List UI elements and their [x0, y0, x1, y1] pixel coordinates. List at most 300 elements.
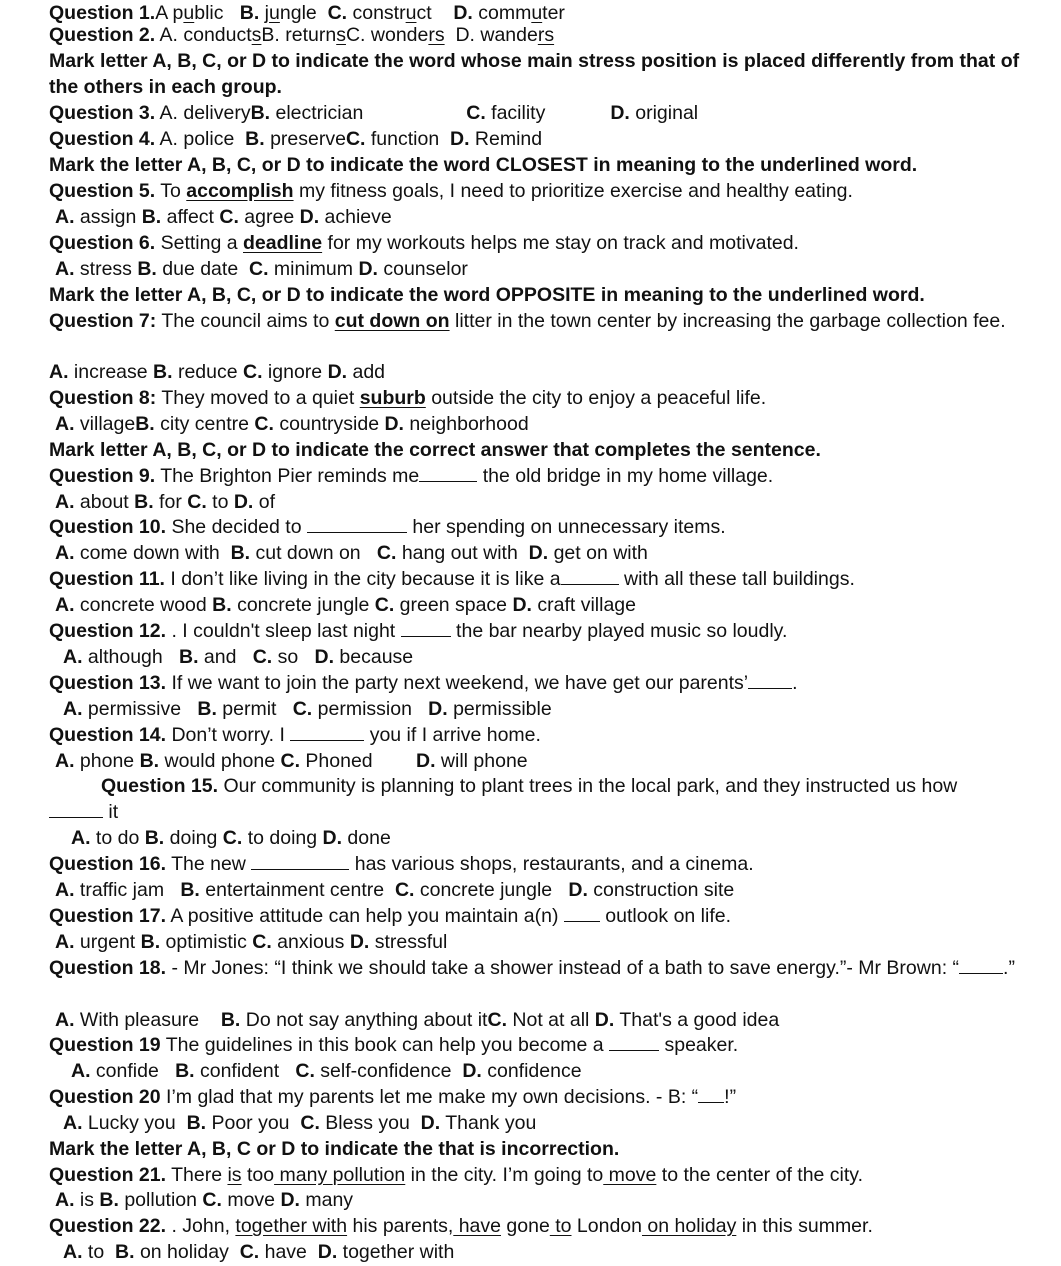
label-text: A.	[55, 1189, 75, 1211]
label-text: B.	[239, 2, 260, 24]
label-text: Question 1.	[49, 2, 156, 24]
label-text: C.	[345, 128, 366, 150]
text-segment: Poor you	[206, 1112, 301, 1134]
answer-options	[49, 748, 1050, 774]
text-segment: permissible	[447, 698, 552, 720]
label-text: A.	[71, 1060, 91, 1082]
text-segment: in the city. I’m going to	[405, 1164, 604, 1186]
answer-options	[49, 592, 1050, 618]
text-segment: city centre	[154, 413, 255, 435]
text-segment: permit	[216, 698, 293, 720]
label-text: Question 19	[49, 1034, 161, 1056]
label-text: Question 21.	[49, 1164, 167, 1186]
text-segment: s	[336, 24, 346, 46]
text-segment: Remind	[469, 128, 543, 150]
text-segment: many	[274, 1164, 333, 1186]
text-segment: move	[221, 1189, 281, 1211]
answer-options	[49, 256, 1050, 282]
label-text: C.	[295, 1060, 315, 1082]
question-line	[49, 308, 1044, 334]
label-text: C.	[249, 258, 269, 280]
text-segment: outlook on life.	[599, 905, 732, 927]
text-segment: optimistic	[160, 931, 253, 953]
text-segment: done	[342, 827, 391, 849]
text-segment: on holiday	[642, 1215, 737, 1237]
label-text: Question 6.	[49, 232, 156, 254]
text-segment: gone	[501, 1215, 550, 1237]
question-line	[49, 126, 1044, 152]
instruction	[49, 437, 1044, 463]
label-text: B.	[180, 879, 200, 901]
text-segment: hang out with	[396, 542, 529, 564]
text-segment: blic	[194, 2, 240, 24]
text-segment: pollution	[332, 1164, 406, 1186]
text-segment: self-confidence	[314, 1060, 463, 1082]
label-text: B.	[179, 646, 199, 668]
text-segment: to the center of the city.	[656, 1164, 864, 1186]
answer-options	[49, 1007, 1050, 1033]
text-segment: neighborhood	[403, 413, 529, 435]
text-segment: many	[299, 1189, 354, 1211]
text-segment: for my workouts helps me stay on track and motivated.	[322, 232, 799, 254]
text-segment: come down with	[74, 542, 231, 564]
text-segment: on holiday	[134, 1241, 240, 1263]
text-segment: has various shops, restaurants, and a cinema.	[349, 853, 754, 875]
text-segment: I don’t like living in the city because it is like a	[164, 568, 561, 590]
text-segment: Do not say anything about it	[240, 1009, 488, 1031]
text-segment: u	[269, 2, 280, 24]
text-segment: permissive	[82, 698, 198, 720]
text-segment: They moved to a quiet	[156, 387, 360, 409]
text-segment: about	[74, 491, 135, 513]
text-segment: her spending on unnecessary items.	[406, 516, 726, 538]
text-segment: anxious	[271, 931, 350, 953]
label-text: suburb	[359, 387, 426, 409]
label-text: A.	[55, 491, 75, 513]
text-segment: Lucky you	[82, 1112, 187, 1134]
label-text: B.	[212, 594, 232, 616]
label-text: C.	[300, 1112, 320, 1134]
answer-blank	[698, 1084, 724, 1103]
text-segment: That's a good idea	[614, 1009, 780, 1031]
label-text: A.	[55, 413, 75, 435]
answer-options	[49, 540, 1050, 566]
label-text: B.	[137, 258, 157, 280]
label-text: C.	[394, 879, 415, 901]
instruction	[49, 1136, 1044, 1162]
label-text: A.	[63, 646, 83, 668]
question-line	[49, 670, 1044, 696]
label-text: C.	[487, 1009, 507, 1031]
text-segment: I’m glad that my parents let me make my own decisions. - B: “	[160, 1086, 699, 1108]
question-line	[49, 385, 1044, 411]
question-line	[49, 618, 1044, 644]
text-segment: permission	[312, 698, 429, 720]
text-segment: ter	[542, 2, 565, 24]
text-segment: doing	[164, 827, 223, 849]
text-segment: concrete jungle	[231, 594, 375, 616]
text-segment: A. police	[155, 128, 246, 150]
label-text: Question 18.	[49, 957, 167, 979]
text-segment: D. wande	[444, 24, 538, 46]
text-segment: u	[405, 2, 417, 24]
answer-options	[49, 1058, 1061, 1084]
text-segment: for	[153, 491, 188, 513]
label-text: D.	[299, 206, 320, 228]
text-segment: ignore	[262, 361, 328, 383]
text-segment: Thank you	[440, 1112, 537, 1134]
label-text: B.	[250, 102, 271, 124]
text-segment: The council aims to	[156, 310, 335, 332]
answer-options	[49, 359, 1044, 385]
question-line	[49, 1084, 1044, 1110]
label-text: D.	[416, 750, 436, 772]
label-text: D.	[462, 1060, 482, 1082]
text-segment: minimum	[268, 258, 359, 280]
text-segment: although	[82, 646, 179, 668]
label-text: B.	[230, 542, 251, 564]
label-text: A.	[71, 827, 91, 849]
text-segment: If we want to join the party next weekend, we have get our parents’	[166, 672, 749, 694]
text-segment: so	[272, 646, 315, 668]
text-segment: it	[103, 801, 119, 823]
text-segment: would phone	[159, 750, 281, 772]
question-line	[49, 22, 1044, 48]
label-text: D.	[317, 1241, 338, 1263]
text-segment: A. conduct	[155, 24, 252, 46]
label-text: Question 16.	[49, 853, 167, 875]
text-segment: confident	[194, 1060, 296, 1082]
instruction-text: Mark the letter A, B, C or D to indicate the that is incorrection.	[49, 1138, 620, 1160]
answer-blank	[401, 618, 451, 637]
question-line	[49, 1032, 1044, 1058]
label-text: A.	[63, 1112, 83, 1134]
text-segment: Phoned	[300, 750, 416, 772]
text-segment: ct	[416, 2, 454, 24]
answer-options	[49, 1110, 1058, 1136]
text-segment: village	[74, 413, 136, 435]
label-text: B.	[139, 750, 160, 772]
text-segment: together with	[235, 1215, 348, 1237]
label-text: C.	[252, 931, 272, 953]
label-text: D.	[528, 542, 549, 564]
text-segment: get on with	[548, 542, 648, 564]
label-text: D.	[384, 413, 404, 435]
instruction	[49, 282, 1044, 308]
label-text: Question 8:	[49, 387, 157, 409]
text-segment: A p	[155, 2, 184, 24]
text-segment: my fitness goals, I need to prioritize exercise and healthy eating.	[293, 180, 853, 202]
answer-blank	[307, 514, 407, 533]
answer-options	[49, 644, 1058, 670]
label-text: D.	[453, 2, 473, 24]
text-segment: The new	[166, 853, 252, 875]
text-segment: Our community is planning to plant trees in the local park, and they instructed us how	[218, 775, 958, 797]
text-segment: have	[259, 1241, 318, 1263]
label-text: C.	[219, 206, 239, 228]
text-segment: you if I arrive home.	[364, 724, 541, 746]
label-text: C.	[254, 413, 274, 435]
answer-options	[49, 877, 1050, 903]
text-segment: the bar nearby played music so loudly.	[450, 620, 788, 642]
label-text: D.	[512, 594, 532, 616]
answer-options	[49, 411, 1050, 437]
instruction-text: Mark the letter A, B, C, or D to indicate the word OPPOSITE in meaning to the underlined word.	[49, 284, 925, 306]
label-text: D.	[233, 491, 254, 513]
answer-options	[49, 825, 1061, 851]
answer-blank	[290, 722, 364, 741]
text-segment: Don’t worry. I	[166, 724, 291, 746]
answer-blank	[564, 903, 600, 922]
text-segment: with all these tall buildings.	[618, 568, 855, 590]
label-text: A.	[55, 931, 75, 953]
text-segment: in this summer.	[736, 1215, 873, 1237]
text-segment: facility	[485, 102, 611, 124]
label-text: Question 13.	[49, 672, 167, 694]
label-text: Question 14.	[49, 724, 167, 746]
instruction-text: Mark letter A, B, C, or D to indicate the word whose main stress position is placed differently from that of the others in each group.	[49, 50, 1020, 98]
text-segment: to doing	[242, 827, 323, 849]
text-segment: The guidelines in this book can help you become a	[160, 1034, 610, 1056]
label-text: Question 22.	[49, 1215, 167, 1237]
label-text: B.	[115, 1241, 135, 1263]
answer-blank	[561, 566, 619, 585]
label-text: Question 3.	[49, 102, 156, 124]
label-text: A.	[55, 1009, 75, 1031]
label-text: Question 2.	[49, 24, 156, 46]
text-segment: There	[166, 1164, 228, 1186]
label-text: C.	[374, 594, 395, 616]
text-segment: will phone	[435, 750, 528, 772]
text-segment: stressful	[369, 931, 448, 953]
text-segment: .”	[1003, 957, 1015, 979]
label-text: B.	[245, 128, 265, 150]
answer-blank	[959, 955, 1003, 974]
question-line	[49, 463, 1044, 489]
label-text: accomplish	[186, 180, 294, 202]
question-line	[49, 1213, 1044, 1239]
label-text: A.	[55, 542, 75, 564]
label-text: deadline	[243, 232, 323, 254]
label-text: A.	[55, 258, 75, 280]
text-segment: craft village	[531, 594, 636, 616]
text-segment: concrete jungle	[414, 879, 569, 901]
text-segment: outside the city to enjoy a peaceful life.	[425, 387, 767, 409]
text-segment: assign	[74, 206, 142, 228]
question-line	[49, 514, 1044, 540]
text-segment: constr	[347, 2, 406, 24]
answer-options	[49, 204, 1050, 230]
label-text: C.	[222, 827, 243, 849]
text-segment: move	[603, 1164, 657, 1186]
text-segment: due date	[156, 258, 250, 280]
label-text: B.	[220, 1009, 241, 1031]
text-segment: function	[365, 128, 451, 150]
text-segment: confidence	[481, 1060, 582, 1082]
text-segment: The Brighton Pier reminds me	[155, 465, 420, 487]
answer-options	[49, 1187, 1050, 1213]
text-segment: affect	[161, 206, 220, 228]
text-segment: A positive attitude can help you maintain a(n)	[166, 905, 564, 927]
label-text: Question 10.	[49, 516, 167, 538]
label-text: B.	[99, 1189, 119, 1211]
answer-options	[49, 696, 1058, 722]
text-segment: increase	[68, 361, 154, 383]
label-text: D.	[450, 128, 470, 150]
text-segment: B. return	[261, 24, 337, 46]
text-segment: Setting a	[155, 232, 243, 254]
text-segment: She decided to	[166, 516, 307, 538]
label-text: B.	[197, 698, 217, 720]
label-text: D.	[358, 258, 378, 280]
label-text: Question 20	[49, 1086, 161, 1108]
answer-blank	[419, 463, 477, 482]
label-text: D.	[594, 1009, 615, 1031]
instruction-text: Mark the letter A, B, C, or D to indicate the word CLOSEST in meaning to the underlined word.	[49, 154, 918, 176]
label-text: Question 5.	[49, 180, 156, 202]
label-text: Question 11.	[49, 568, 165, 590]
question-line	[49, 851, 1044, 877]
text-segment: phone	[74, 750, 140, 772]
text-segment: Bless you	[319, 1112, 421, 1134]
label-text: D.	[428, 698, 448, 720]
question-line	[49, 1162, 1044, 1188]
question-line	[49, 722, 1044, 748]
label-text: D.	[420, 1112, 441, 1134]
label-text: A.	[63, 1241, 83, 1263]
text-segment: !”	[724, 1086, 737, 1108]
answer-blank	[49, 799, 103, 818]
text-segment: ngle	[279, 2, 328, 24]
label-text: B.	[144, 827, 165, 849]
question-line	[49, 230, 1044, 256]
text-segment: u	[531, 2, 543, 24]
label-text: B.	[135, 413, 155, 435]
text-segment: . I couldn't sleep last night	[166, 620, 401, 642]
instruction	[49, 152, 1044, 178]
text-segment: have	[453, 1215, 501, 1237]
text-segment: the old bridge in my home village.	[477, 465, 774, 487]
text-segment: traffic jam	[74, 879, 181, 901]
label-text: Question 9.	[49, 465, 156, 487]
label-text: C.	[239, 1241, 260, 1263]
text-segment: to do	[90, 827, 145, 849]
text-segment: construction site	[587, 879, 735, 901]
label-text: C.	[466, 102, 486, 124]
text-segment: s	[251, 24, 262, 46]
label-text: Question 15.	[101, 775, 219, 797]
question-line	[49, 773, 1061, 799]
text-segment: .	[792, 672, 798, 694]
label-text: C.	[327, 2, 348, 24]
label-text: A.	[55, 206, 75, 228]
text-segment: A. delivery	[155, 102, 251, 124]
text-segment: cut down on	[250, 542, 377, 564]
text-segment: and	[198, 646, 253, 668]
label-text: C.	[187, 491, 207, 513]
label-text: Question 12.	[49, 620, 167, 642]
text-segment: too	[241, 1164, 275, 1186]
label-text: D.	[568, 879, 588, 901]
label-text: C.	[292, 698, 313, 720]
answer-blank	[748, 670, 792, 689]
label-text: B.	[153, 361, 173, 383]
label-text: D.	[349, 931, 370, 953]
text-segment: agree	[238, 206, 300, 228]
text-segment: counselor	[377, 258, 468, 280]
text-segment: achieve	[319, 206, 392, 228]
label-text: D.	[314, 646, 334, 668]
text-segment: With pleasure	[74, 1009, 221, 1031]
text-segment: electrician	[270, 102, 467, 124]
label-text: C.	[280, 750, 300, 772]
label-text: D.	[610, 102, 630, 124]
instruction-text: Mark letter A, B, C, or D to indicate the correct answer that completes the sentence.	[49, 439, 821, 461]
label-text: A.	[55, 594, 75, 616]
text-segment: London	[571, 1215, 642, 1237]
text-segment: green space	[394, 594, 513, 616]
text-segment: concrete wood	[74, 594, 213, 616]
text-segment: stress	[74, 258, 138, 280]
text-segment: rs	[428, 24, 445, 46]
text-segment: u	[183, 2, 195, 24]
answer-options	[49, 1239, 1058, 1265]
question-line	[49, 178, 1044, 204]
question-line	[49, 100, 1044, 126]
label-text: cut down on	[334, 310, 450, 332]
text-segment: together with	[337, 1241, 455, 1263]
text-segment: entertainment centre	[199, 879, 395, 901]
text-segment: countryside	[273, 413, 385, 435]
label-text: A.	[63, 698, 83, 720]
label-text: B.	[175, 1060, 195, 1082]
text-segment: C. wonde	[345, 24, 429, 46]
answer-options	[49, 929, 1050, 955]
text-segment: his parents,	[347, 1215, 454, 1237]
label-text: C.	[202, 1189, 222, 1211]
text-segment: of	[253, 491, 276, 513]
text-segment: litter in the town center by increasing the garbage collection fee.	[449, 310, 1006, 332]
label-text: C.	[376, 542, 397, 564]
text-segment: confide	[90, 1060, 176, 1082]
question-line	[49, 566, 1044, 592]
text-segment: to	[82, 1241, 116, 1263]
label-text: Question 7:	[49, 310, 157, 332]
text-segment: is	[227, 1164, 242, 1186]
label-text: Question 4.	[49, 128, 156, 150]
text-segment: Not at all	[506, 1009, 595, 1031]
label-text: B.	[186, 1112, 207, 1134]
text-segment: to	[549, 1215, 572, 1237]
text-segment: urgent	[74, 931, 141, 953]
text-segment: to	[206, 491, 234, 513]
answer-options	[49, 489, 1050, 515]
text-segment: speaker.	[659, 1034, 739, 1056]
label-text: A.	[49, 361, 69, 383]
text-segment: j	[259, 2, 270, 24]
text-segment: add	[347, 361, 386, 383]
label-text: D.	[280, 1189, 300, 1211]
text-segment: To	[155, 180, 187, 202]
question-line	[49, 903, 1044, 929]
text-segment: comm	[472, 2, 532, 24]
question-line	[49, 955, 1044, 981]
text-segment: is	[74, 1189, 100, 1211]
answer-blank	[609, 1032, 659, 1051]
label-text: A.	[55, 879, 75, 901]
label-text: A.	[55, 750, 75, 772]
label-text: Question 17.	[49, 905, 167, 927]
